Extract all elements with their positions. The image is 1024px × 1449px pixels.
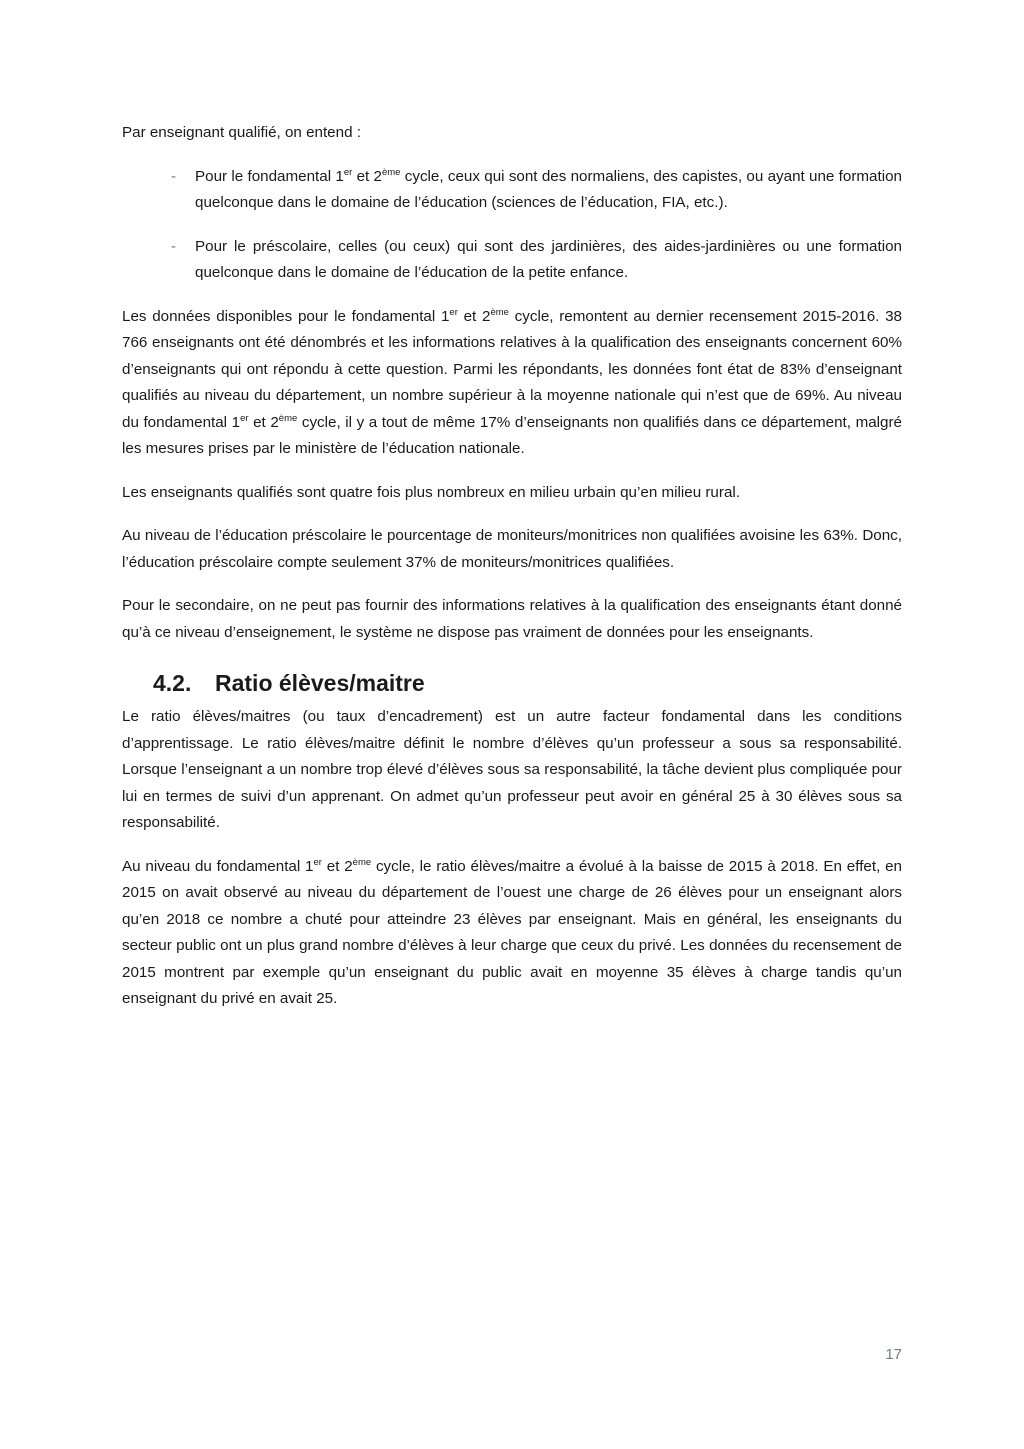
bullet-dash: -	[171, 167, 177, 185]
intro-paragraph: Par enseignant qualifié, on entend :	[122, 124, 361, 141]
preschool-paragraph: Au niveau de l’éducation préscolaire le pourcentage de moniteurs/monitrices non qualifiées avoisine les 63%. Donc, l’éducation préscolaire compte seulement 37% de moniteurs/monitrices qualifiées.	[122, 527, 902, 571]
urban-rural-paragraph: Les enseignants qualifiés sont quatre fois plus nombreux en milieu urbain qu’en milieu rural.	[122, 483, 740, 501]
ratio-definition-paragraph: Le ratio élèves/maitres (ou taux d’encadrement) est un autre facteur fondamental dans les conditions d’apprentissage. Le ratio élèves/maitre définit le nombre d’élèves qu’un professeur a sous sa responsabilité. Lorsque l’enseignant a un nombre trop élevé d’élèves sous sa responsabilité, la tâche devient plus compliquée pour lui en termes de suivi d’un apprenant. On admet qu’un professeur peut avoir en général 25 à 30 élèves sous sa responsabilité.	[122, 708, 902, 831]
section-heading	[153, 668, 902, 698]
list-item: - Pour le préscolaire, celles (ou ceux) qui sont des jardinières, des aides-jardinières ou une formation quelconque dans le domaine de l’éducation de la petite enfance.	[122, 234, 902, 287]
data-availability-paragraph: Les données disponibles pour le fondamental 1er et 2ème cycle, remontent au dernier recensement 2015-2016. 38 766 enseignants ont été dénombrés et les informations relatives à la qualification des enseignants concernent 60% d’enseignants qui ont répondu à cette question. Parmi les répondants, les données font état de 83% d’enseignant qualifiés au niveau du département, un nombre supérieur à la moyenne nationale qui n’est que de 69%. Au niveau du fondamental 1er et 2ème cycle, il y a tout de même 17% d’enseignants non qualifiés dans ce département, malgré les mesures prises par le ministère de l’éducation nationale.	[122, 306, 903, 457]
section-number: 4.2.	[153, 670, 192, 696]
document-page	[122, 120, 902, 1030]
list-item: - Pour le fondamental 1er et 2ème cycle, ceux qui sont des normaliens, des capistes, ou ayant une formation quelconque dans le domaine de l’éducation (sciences de l’éducation, FIA, etc.).	[122, 164, 902, 217]
secondary-paragraph: Pour le secondaire, on ne peut pas fournir des informations relatives à la qualification des enseignants étant donné qu’à ce niveau d’enseignement, le système ne dispose pas vraiment de données pour les enseignants.	[122, 597, 902, 641]
section-title: Ratio élèves/maitre	[215, 670, 425, 696]
qualification-list	[122, 164, 902, 287]
ratio-evolution-paragraph: Au niveau du fondamental 1er et 2ème cycle, le ratio élèves/maitre a évolué à la baisse de 2015 à 2018. En effet, en 2015 on avait observé au niveau du département de l’ouest une charge de 26 élèves pour un enseignant alors qu’en 2018 ce nombre a chuté pour atteindre 23 élèves par enseignant. Mais en général, les enseignants du secteur public ont un plus grand nombre d’élèves à leur charge que ceux du privé. Les données du recensement de 2015 montrent par exemple qu’un enseignant du public avait en moyenne 35 élèves à charge tandis qu’un enseignant du privé en avait 25.	[122, 856, 903, 1007]
bullet-dash: -	[171, 237, 177, 255]
page-number: 17	[885, 1346, 902, 1363]
